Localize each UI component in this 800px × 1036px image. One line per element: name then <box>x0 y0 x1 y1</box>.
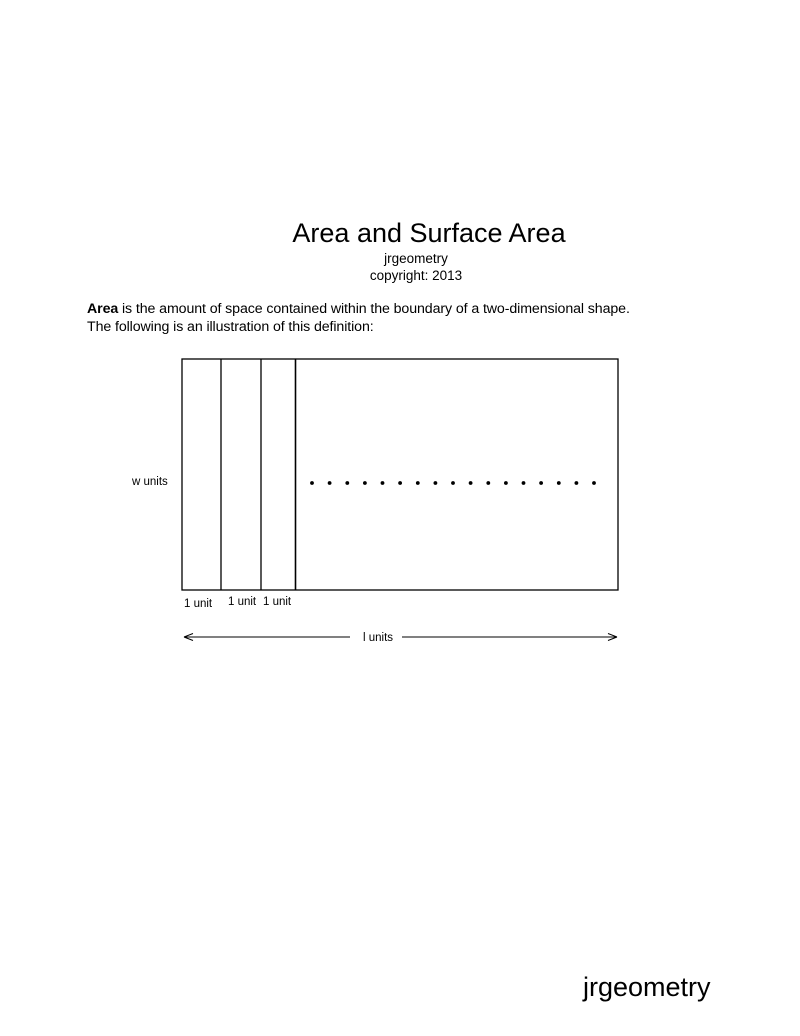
ellipsis-dot <box>592 481 596 485</box>
ellipsis-dot <box>469 481 473 485</box>
ellipsis-dot <box>434 481 438 485</box>
length-label: l units <box>363 632 394 644</box>
ellipsis-dot <box>486 481 490 485</box>
ellipsis-dot <box>381 481 385 485</box>
outer-rectangle <box>182 359 618 590</box>
ellipsis-dot <box>522 481 526 485</box>
ellipsis-dot <box>539 481 543 485</box>
unit-label-2: 1 unit <box>228 596 257 608</box>
ellipsis-dot <box>310 481 314 485</box>
definition-term: Area <box>87 301 119 317</box>
width-label: w units <box>132 476 168 488</box>
author-line: jrgeometry <box>384 251 448 266</box>
ellipsis-dot <box>504 481 508 485</box>
definition-text: is the amount of space contained within the boundary of a two-dimensional shape. <box>118 301 630 317</box>
ellipsis-dot <box>398 481 402 485</box>
ellipsis-dots <box>310 481 596 485</box>
page-title: Area and Surface Area <box>292 218 566 248</box>
ellipsis-dot <box>557 481 561 485</box>
unit-label-3: 1 unit <box>263 596 292 608</box>
ellipsis-dot <box>328 481 332 485</box>
definition-line-2: The following is an illustration of this definition: <box>87 319 374 335</box>
unit-label-1: 1 unit <box>184 598 213 610</box>
ellipsis-dot <box>575 481 579 485</box>
footer-brand: jrgeometry <box>583 972 711 1002</box>
ellipsis-dot <box>416 481 420 485</box>
copyright-line: copyright: 2013 <box>369 268 463 283</box>
ellipsis-dot <box>363 481 367 485</box>
ellipsis-dot <box>345 481 349 485</box>
ellipsis-dot <box>451 481 455 485</box>
